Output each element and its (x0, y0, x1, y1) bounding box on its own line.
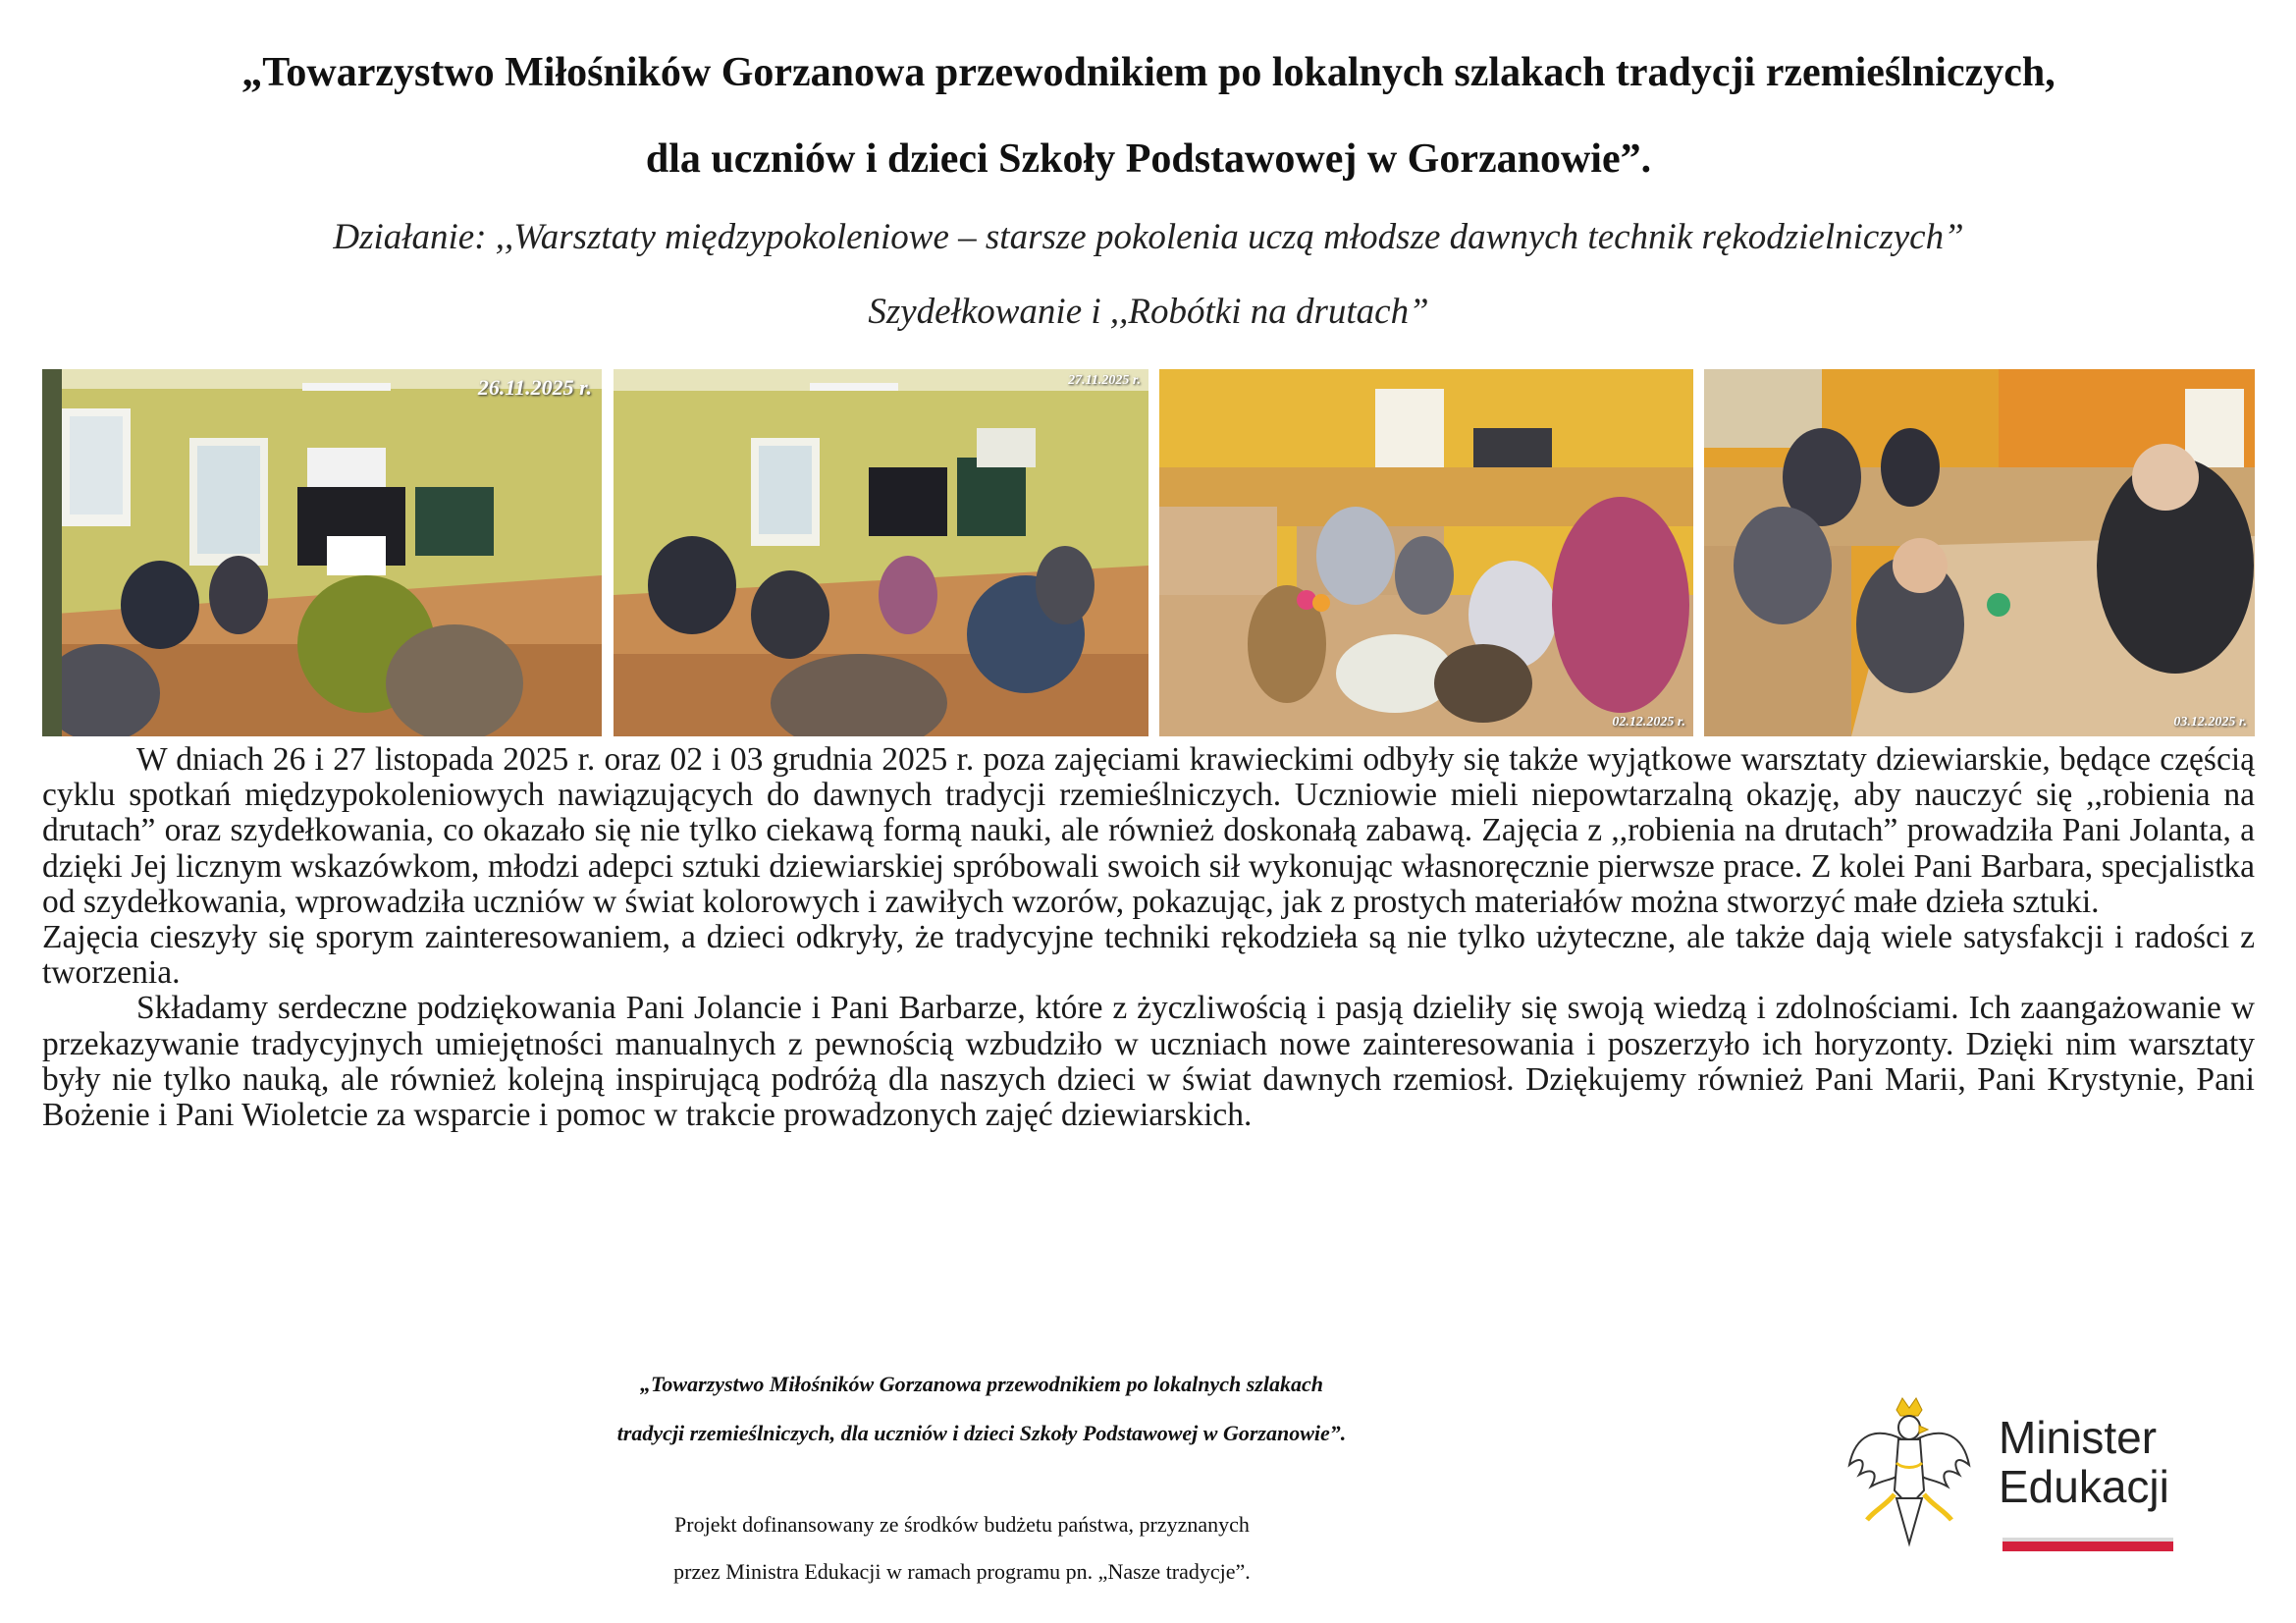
workshop-photo-4 (1704, 369, 2255, 736)
workshop-photo-2 (614, 369, 1148, 736)
paragraph-1: W dniach 26 i 27 listopada 2025 r. oraz 02 i 03 grudnia 2025 r. poza zajęciami krawieckimi odbyły się także wyjątkowe warsztaty dziewiarskie, będące częścią cyklu spotkań międzypokoleniowych nawiązujących do dawnych tradycji rzemieślniczych. Uczniowie mieli niepowtarzalną okazję, aby nauczyć się ,,robienia na drutach” oraz szydełkowania, co okazało się nie tylko ciekawą formą nauki, ale również doskonałą zabawą. Zajęcia z ,,robienia na drutach” prowadziła Pani Jolanta, a dzięki Jej licznym wskazówkom, młodzi adepci sztuki dziewiarskiej spróbowali swoich sił wykonując własnoręcznie pierwsze prace. Z kolei Pani Barbara, specjalistka od szydełkowania, wprowadziła uczniów w świat kolorowych i zawiłych wzorów, pokazując, jak z prostych materiałów można stworzyć małe dzieła sztuki. (42, 741, 2255, 920)
page-title-line-2: dla uczniów i dzieci Szkoły Podstawowej w Gorzanowie”. (645, 136, 1652, 182)
logo-text-minister: Minister (1999, 1412, 2158, 1463)
funding-note-line-1: Projekt dofinansowany ze środków budżetu państwa, przyznanych (674, 1512, 1250, 1537)
footer-project-title-line-2: tradycji rzemieślniczych, dla uczniów i dzieci Szkoły Podstawowej w Gorzanowie”. (616, 1421, 1347, 1445)
photo-date-2: 27.11.2025 r. (1068, 373, 1141, 388)
subtitle-line-1: Działanie: ,,Warsztaty międzypokoleniowe – starsze pokolenia uczą młodsze dawnych technik rękodzielniczych” (333, 217, 1964, 257)
workshop-photo-1 (42, 369, 602, 736)
minister-edukacji-logo (1836, 1396, 2189, 1553)
photo-date-4: 03.12.2025 r. (2173, 715, 2247, 730)
article-body (42, 742, 2255, 1133)
footer-project-title-line-1: „Towarzystwo Miłośników Gorzanowa przewodnikiem po lokalnych szlakach (640, 1372, 1323, 1396)
white-eagle-emblem-icon (1845, 1396, 1973, 1549)
flag-red-stripe (2002, 1542, 2173, 1551)
funding-note-line-2: przez Ministra Edukacji w ramach programu pn. „Nasze tradycje”. (673, 1559, 1251, 1584)
page-title-line-1: „Towarzystwo Miłośników Gorzanowa przewodnikiem po lokalnych szlakach tradycji rzemieślniczych, (241, 50, 2056, 95)
polish-flag-bar (2002, 1538, 2173, 1551)
photo-date-3: 02.12.2025 r. (1612, 715, 1685, 730)
subtitle-line-2: Szydełkowanie i ,,Robótki na drutach” (868, 292, 1429, 332)
paragraph-2: Zajęcia cieszyły się sporym zainteresowaniem, a dzieci odkryły, że tradycyjne techniki rękodzieła są nie tylko użyteczne, ale także dają wiele satysfakcji i radości z tworzenia. (42, 919, 2255, 992)
photo-date-1: 26.11.2025 r. (477, 375, 592, 400)
workshop-photo-3 (1159, 369, 1693, 736)
paragraph-3: Składamy serdeczne podziękowania Pani Jolancie i Pani Barbarze, które z życzliwością i pasją dzieliły się swoją wiedzą i zdolnościami. Ich zaangażowanie w przekazywanie tradycyjnych umiejętności manualnych z pewnością wzbudziło w uczniach nowe zainteresowania i poszerzyło ich horyzonty. Dzięki nim warsztaty były nie tylko nauką, ale również kolejną inspirującą podróżą dla naszych dzieci w świat dawnych rzemiosł. Dziękujemy również Pani Marii, Pani Krystynie, Pani Bożenie i Pani Wioletcie za wsparcie i pomoc w trakcie prowadzonych zajęć dziewiarskich. (42, 990, 2255, 1134)
logo-text-edukacji: Edukacji (1999, 1461, 2169, 1512)
